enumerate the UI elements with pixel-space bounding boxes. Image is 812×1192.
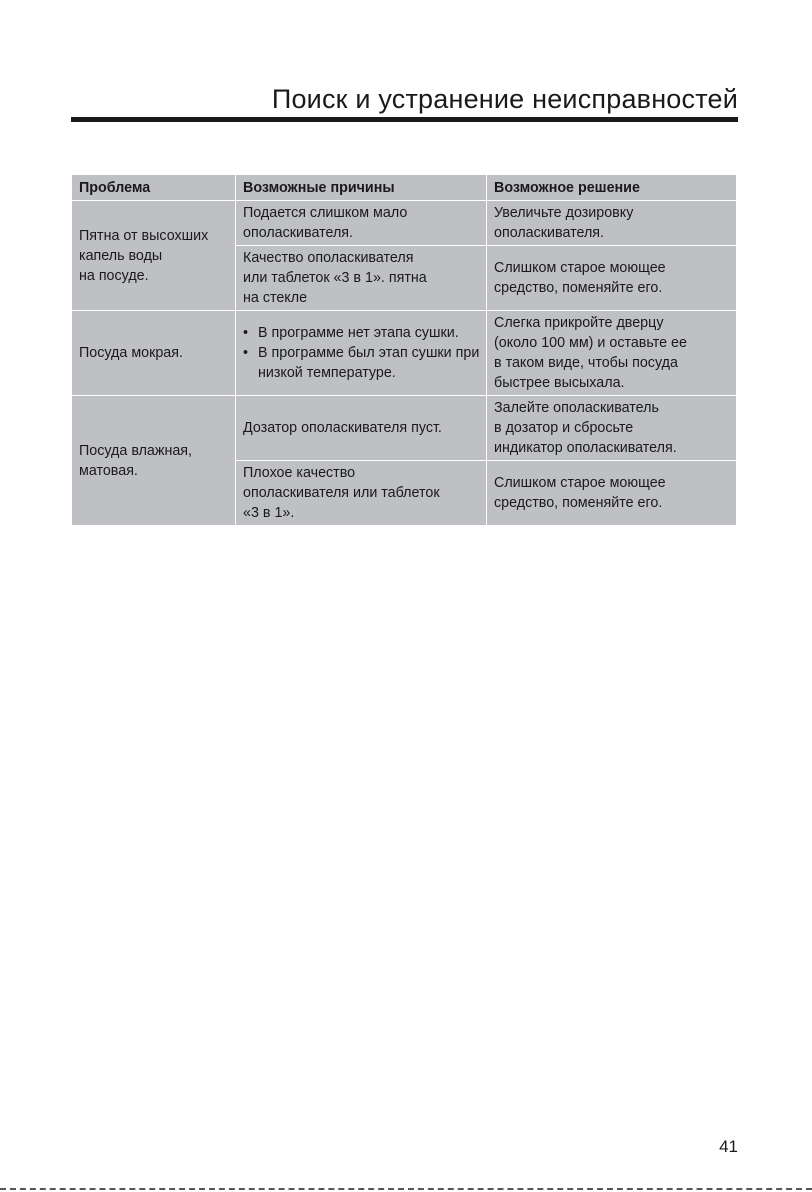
solution-cell — [487, 246, 737, 311]
solution-line: Слишком старое моющее — [494, 260, 666, 276]
solution-cell — [487, 461, 737, 526]
cause-line: Дозатор ополаскивателя пуст. — [243, 420, 442, 436]
cause-cell — [236, 461, 487, 526]
cause-cell — [236, 246, 487, 311]
solution-cell — [487, 396, 737, 461]
solution-line: (около 100 мм) и оставьте ее — [494, 335, 687, 351]
problem-line: матовая. — [79, 462, 138, 479]
title-underline — [71, 117, 738, 122]
table-row — [72, 201, 737, 246]
cause-line: Подается слишком мало — [243, 205, 408, 221]
problem-cell — [72, 201, 236, 311]
problem-line: на посуде. — [79, 267, 149, 284]
problem-line: капель воды — [79, 247, 163, 264]
cause-bullet-list — [243, 323, 480, 383]
problem-cell — [72, 311, 236, 396]
table-row — [72, 311, 737, 396]
solution-line: средство, поменяйте его. — [494, 280, 663, 296]
table-row — [72, 396, 737, 461]
table-header-row — [72, 175, 737, 201]
cause-line: «3 в 1». — [243, 505, 295, 521]
solution-line: индикатор ополаскивателя. — [494, 440, 677, 456]
cause-cell — [236, 311, 487, 396]
cause-line: Качество ополаскивателя — [243, 250, 414, 266]
problem-line: Посуда влажная, — [79, 442, 192, 459]
solution-line: средство, поменяйте его. — [494, 495, 663, 511]
solution-line: в таком виде, чтобы посуда — [494, 355, 678, 371]
cause-line: Плохое качество — [243, 465, 356, 481]
header-problem: Проблема — [72, 175, 236, 201]
solution-line: быстрее высыхала. — [494, 375, 625, 391]
solution-cell — [487, 311, 737, 396]
problem-line: Пятна от высохших — [79, 227, 209, 244]
solution-line: Слишком старое моющее — [494, 475, 666, 491]
problem-cell — [72, 396, 236, 526]
solution-line: ополаскивателя. — [494, 225, 605, 241]
cause-bullet: • В программе был этап сушки при низкой температуре. — [243, 343, 480, 383]
solution-line: Слегка прикройте дверцу — [494, 315, 664, 331]
troubleshooting-table — [71, 174, 737, 526]
cause-line: ополаскивателя или таблеток — [243, 485, 440, 501]
solution-cell — [487, 201, 737, 246]
header-causes: Возможные причины — [236, 175, 487, 201]
cause-line: или таблеток «3 в 1». пятна — [243, 270, 427, 286]
cause-bullet: • В программе нет этапа сушки. — [243, 323, 480, 343]
cause-cell — [236, 201, 487, 246]
page-edge-dashed-line — [0, 1188, 812, 1190]
page-title: Поиск и устранение неисправностей — [271, 84, 738, 114]
cause-cell — [236, 396, 487, 461]
solution-line: Залейте ополаскиватель — [494, 400, 659, 416]
cause-line: ополаскивателя. — [243, 225, 354, 241]
page-number: 41 — [719, 1137, 738, 1156]
header-solution: Возможное решение — [487, 175, 737, 201]
solution-line: в дозатор и сбросьте — [494, 420, 634, 436]
problem-line: Посуда мокрая. — [79, 345, 183, 361]
cause-line: на стекле — [243, 290, 308, 306]
solution-line: Увеличьте дозировку — [494, 205, 634, 221]
